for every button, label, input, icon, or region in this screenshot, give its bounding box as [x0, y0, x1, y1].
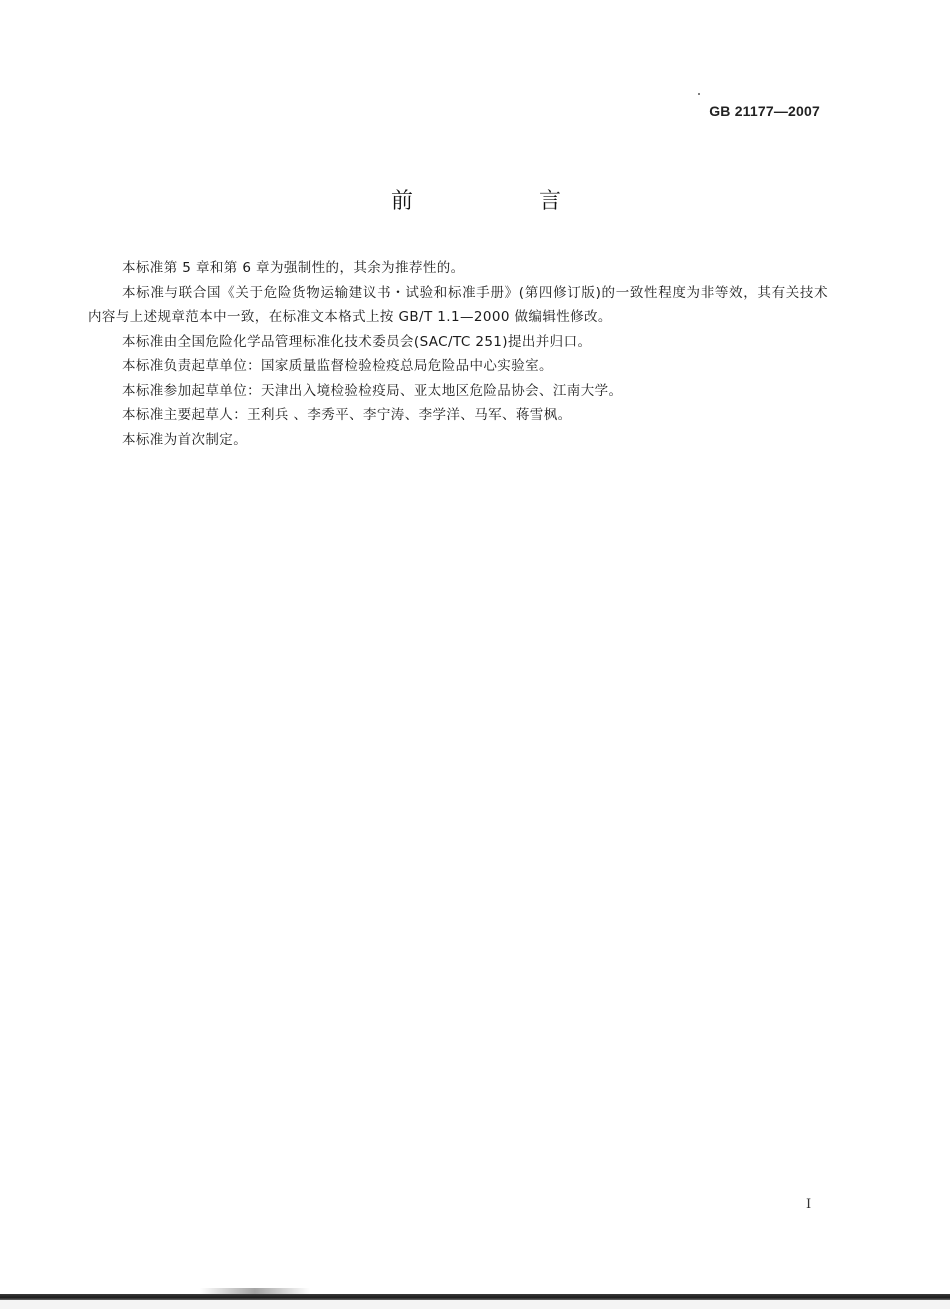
page-number: I: [806, 1197, 812, 1212]
scan-speck: [698, 93, 700, 95]
paragraph-first-edition: 本标准为首次制定。: [122, 431, 248, 448]
paragraph-mandatory-chapters: 本标准第 5 章和第 6 章为强制性的，其余为推荐性的。: [122, 260, 465, 276]
paragraph-participating-drafters: 本标准参加起草单位：天津出入境检验检疫局、亚太地区危险品协会、江南大学。: [122, 382, 623, 399]
paragraph-main-authors: 本标准主要起草人：王利兵 、李秀平、李宁涛、李学洋、马军、蒋雪枫。: [122, 407, 572, 423]
standard-code: GB 21177—2007: [709, 103, 820, 119]
paragraph-consistency: 本标准与联合国《关于危险货物运输建议书・试验和标准手册》(第四修订版)的一致性程度为非等效，其有关技术内容与上述规章范本中一致，在标准文本格式上按 GB/T 1.1—2000 做编辑性修改。: [88, 284, 828, 325]
foreword-body: [88, 256, 828, 452]
scan-bottom-edge: [0, 1300, 950, 1309]
page-title: 前 言: [390, 189, 613, 214]
paragraph-proposed-by: 本标准由全国危险化学品管理标准化技术委员会(SAC/TC 251)提出并归口。: [122, 333, 592, 350]
paragraph-lead-drafter: 本标准负责起草单位：国家质量监督检验检疫总局危险品中心实验室。: [122, 358, 553, 374]
